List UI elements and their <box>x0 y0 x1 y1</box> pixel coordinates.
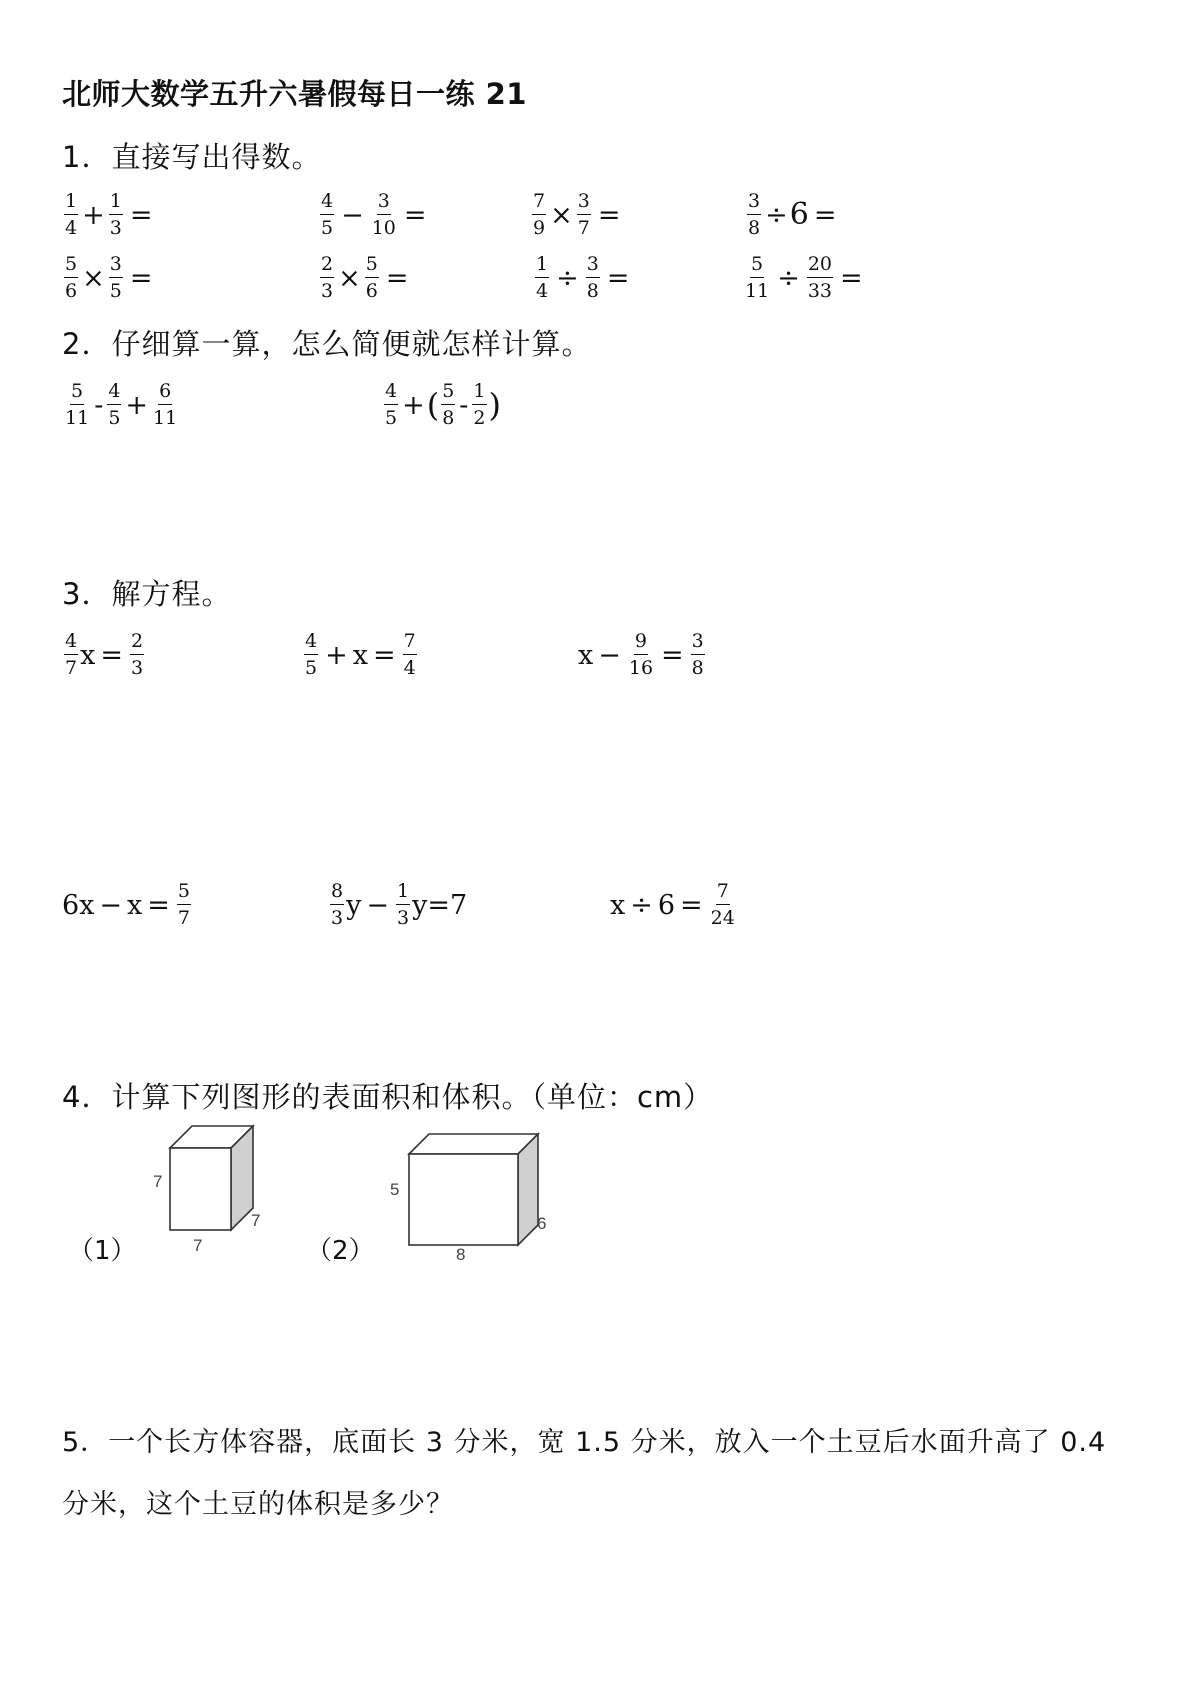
q2-expression-2 <box>382 375 501 435</box>
operator: ÷ <box>556 262 579 294</box>
fraction: $\frac{20}{33}$ <box>807 253 832 302</box>
variable: x <box>610 889 626 921</box>
q2-expression-1 <box>62 375 180 435</box>
fraction: $\frac{8}{3}$ <box>331 880 344 929</box>
q1-item-6 <box>318 248 413 308</box>
fraction: $\frac{2}{3}$ <box>321 253 334 302</box>
fraction: $\frac{4}{5}$ <box>305 630 318 679</box>
operator: − <box>598 639 621 671</box>
variable: x <box>352 639 368 671</box>
variable-result: y=7 <box>412 889 468 921</box>
cube-depth-label: 7 <box>251 1211 261 1230</box>
fraction: $\frac{5}{8}$ <box>442 380 455 429</box>
term: 6x <box>62 889 95 921</box>
q1-item-7 <box>533 248 634 308</box>
fraction: $\frac{4}{5}$ <box>385 380 398 429</box>
variable: x <box>578 639 594 671</box>
fraction: $\frac{5}{7}$ <box>177 880 190 929</box>
equals-sign: = <box>840 262 863 294</box>
operator: + <box>125 389 149 421</box>
fraction: $\frac{1}{4}$ <box>65 190 78 239</box>
cuboid-depth-label: 6 <box>537 1214 547 1233</box>
fraction: $\frac{3}{8}$ <box>691 630 704 679</box>
fraction: $\frac{3}{8}$ <box>586 253 599 302</box>
figure-1-label: （1） <box>68 1236 137 1266</box>
q3-equation-3 <box>578 625 707 685</box>
variable: x <box>127 889 143 921</box>
q1-item-3 <box>530 185 625 245</box>
operator: × <box>338 262 361 294</box>
q1-item-1 <box>62 185 157 245</box>
fraction: $\frac{2}{3}$ <box>130 630 144 679</box>
equals-sign: = <box>147 889 170 921</box>
equals-sign: = <box>661 639 684 671</box>
q3-equation-5 <box>328 875 467 935</box>
variable: x <box>80 639 96 671</box>
q5-line-1: 5．一个长方体容器，底面长 3 分米，宽 1.5 分米，放入一个土豆后水面升高了 0.4 <box>62 1427 1107 1458</box>
equals-sign: = <box>372 639 396 671</box>
left-paren: ( <box>426 386 440 424</box>
operator: + <box>82 199 105 231</box>
q3-equation-2 <box>302 625 419 685</box>
fraction: $\frac{3}{7}$ <box>577 190 590 239</box>
fraction: $\frac{1}{2}$ <box>473 380 486 429</box>
operator: + <box>402 389 425 421</box>
equals-sign: = <box>100 639 123 671</box>
fraction: $\frac{3}{10}$ <box>371 190 396 239</box>
operator: - <box>94 389 104 421</box>
q1-item-2 <box>318 185 432 245</box>
fraction: $\frac{1}{3}$ <box>109 190 122 239</box>
fraction: $\frac{5}{6}$ <box>365 253 378 302</box>
q3-equation-6 <box>610 875 738 935</box>
worksheet-title: 北师大数学五升六暑假每日一练 21 <box>62 77 527 111</box>
fraction: $\frac{7}{9}$ <box>533 190 546 239</box>
fraction: $\frac{1}{3}$ <box>396 880 410 929</box>
right-paren: ) <box>488 386 501 424</box>
operator: ÷ <box>630 889 653 921</box>
operator: ÷ <box>777 262 800 294</box>
fraction: $\frac{5}{11}$ <box>745 253 770 302</box>
q1-item-5 <box>62 248 157 308</box>
equals-sign: = <box>606 262 630 294</box>
operator: − <box>366 889 389 921</box>
q3-heading: 3．解方程。 <box>62 577 232 611</box>
equals-sign: = <box>129 262 153 294</box>
variable: y <box>346 889 362 921</box>
equals-sign: = <box>403 199 427 231</box>
q1-item-8 <box>742 248 868 308</box>
fraction: $\frac{3}{8}$ <box>748 190 761 239</box>
fraction: $\frac{4}{5}$ <box>108 380 121 429</box>
fraction: $\frac{7}{24}$ <box>710 880 735 929</box>
fraction: $\frac{1}{4}$ <box>536 253 549 302</box>
fraction: $\frac{5}{6}$ <box>65 253 78 302</box>
fraction: $\frac{4}{5}$ <box>321 190 334 239</box>
integer: 6 <box>789 197 809 232</box>
fraction: $\frac{5}{11}$ <box>65 380 90 429</box>
operator: + <box>325 639 348 671</box>
fraction: $\frac{6}{11}$ <box>153 380 178 429</box>
cube-height-label: 7 <box>153 1172 163 1191</box>
equals-sign: = <box>597 199 621 231</box>
cuboid-figure <box>395 1130 555 1250</box>
q1-heading: 1．直接写出得数。 <box>62 140 322 174</box>
q3-equation-4 <box>62 875 193 935</box>
cuboid-height-label: 5 <box>390 1180 400 1199</box>
cuboid-length-label: 8 <box>456 1245 466 1264</box>
integer: 6 <box>657 889 676 921</box>
operator: ÷ <box>765 199 788 231</box>
equals-sign: = <box>385 262 409 294</box>
equals-sign: = <box>129 199 153 231</box>
cube-length-label: 7 <box>193 1236 203 1255</box>
cube-figure <box>140 1120 290 1260</box>
figure-2-label: （2） <box>306 1236 375 1266</box>
equals-sign: = <box>813 199 837 231</box>
q2-heading: 2．仔细算一算，怎么简便就怎样计算。 <box>62 327 592 361</box>
fraction: $\frac{9}{16}$ <box>628 630 654 679</box>
q1-item-4 <box>745 185 841 245</box>
operator: − <box>99 889 123 921</box>
equals-sign: = <box>680 889 703 921</box>
q4-heading: 4．计算下列图形的表面积和体积。（单位：cm） <box>62 1080 714 1114</box>
fraction: $\frac{4}{7}$ <box>65 630 78 679</box>
operator: - <box>459 389 469 421</box>
operator: × <box>82 262 105 294</box>
fraction: $\frac{3}{5}$ <box>109 253 122 302</box>
q5-line-2: 分米，这个土豆的体积是多少？ <box>62 1489 454 1520</box>
operator: × <box>550 199 573 231</box>
q3-equation-1 <box>62 625 146 685</box>
operator: − <box>341 199 364 231</box>
fraction: $\frac{7}{4}$ <box>403 630 416 679</box>
